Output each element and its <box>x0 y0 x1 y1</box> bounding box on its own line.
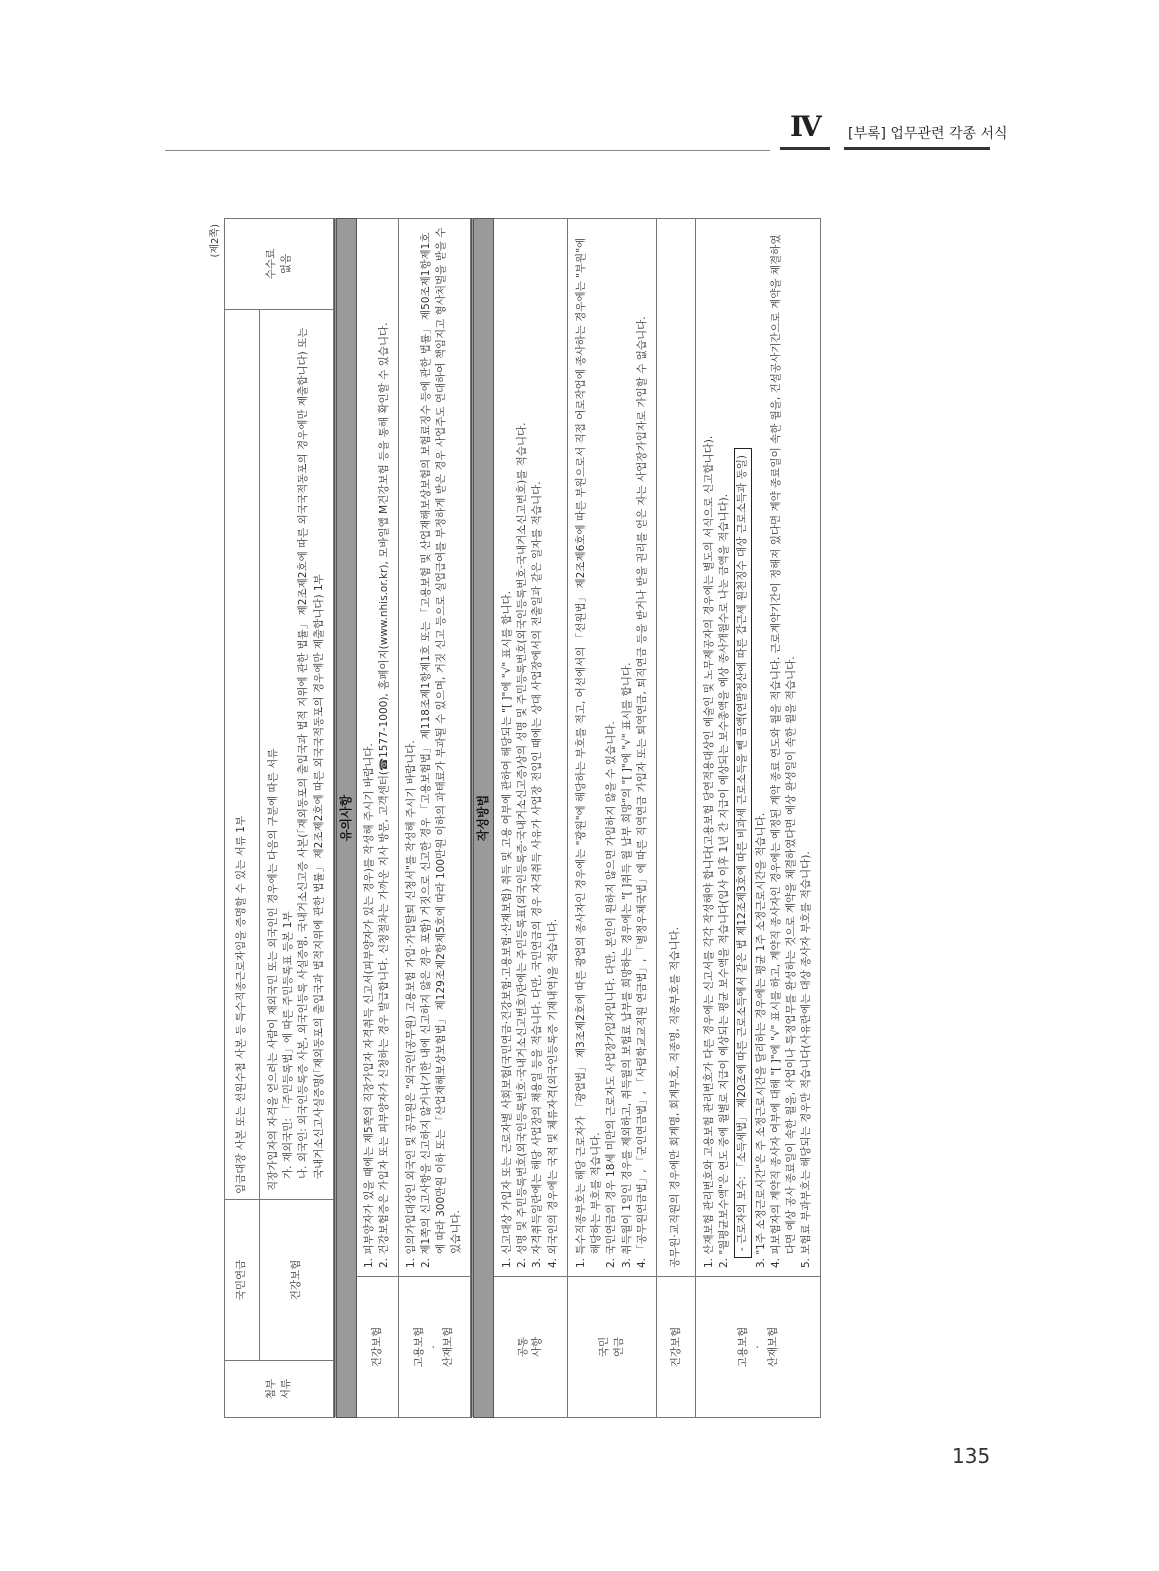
notice-item: 2. 제1쪽의 신고사항을 신고하지 않거나(기한 내에 신고하지 않은 경우 포함) 거짓으로 신고한 경우 「고용보험법」 제118조제1항제1호 또는 「고용보험 및 산업재해보상보험의 보험료징수 등에 관한 법률」 제50조제1항제1호에 따라 300만원 이하 또는 「산업재해보상보험법」 제129조제2항제5호에 따라 100만원 이하의 과태료가 부과될 수 있으며, 거짓 신고 등으로 실업급여를 부정하게 받은 경우 사업주도 연대하여 책임지고 형사처벌을 받을 수 있습니다. <box>419 227 463 1268</box>
page-number: 135 <box>952 1444 991 1468</box>
attachment-text-health <box>260 310 334 1200</box>
method-row-pension <box>567 219 656 1418</box>
method-item-health: 공무원·교직원의 경우에만 회계명, 회계부호, 직종명, 직종부호를 적습니다. <box>656 219 695 1277</box>
section-title-underline <box>844 147 990 150</box>
notice-items-employment <box>398 219 470 1277</box>
method-title: 작성방법 <box>472 219 493 1418</box>
form-page <box>210 218 964 1418</box>
method-category-common: 공통 사항 <box>493 1277 567 1418</box>
notice-item: 2. 건강보험증은 가입자 또는 피부양자가 신청하는 경우 발급합니다. 신청절차는 가까운 지사 방문, 고객센터(☎1577-1000), 홈페이지(www.nhis.or.kr), 모바일앱 M건강보험 등을 통해 확인할 수 있습니다. <box>378 322 391 1268</box>
method-category-health: 건강보험 <box>656 1277 695 1418</box>
notice-title: 유의사항 <box>335 219 356 1418</box>
method-item: 2. 국민연금의 경우 18세 미만의 근로자도 사업장가입자입니다. 다만, 본인이 원하지 않으면 가입하지 않을 수 있습니다. <box>605 721 618 1268</box>
notice-table <box>334 218 471 1418</box>
method-items-pension <box>567 219 656 1277</box>
attachment-category-pension: 국민연금 <box>225 1200 260 1361</box>
method-item: 3. 자격취득일란에는 해당 사업장의 채용일 등을 적습니다. 다만, 국민연금의 경우 자격취득 사유가 사업장 전입인 때에는 상대 사업장에서의 전출일과 같은 일자를 적습니다. <box>531 481 544 1268</box>
notice-category-employment: 고용보험 · 산재보험 <box>398 1277 470 1418</box>
fee-cell: 수수료 없음 <box>225 219 334 310</box>
notice-category-health: 건강보험 <box>357 1277 398 1418</box>
method-table <box>471 218 822 1418</box>
notice-row-health <box>357 219 398 1418</box>
method-item: 2. 성명 및 주민등록번호(외국인등록번호·국내거소신고번호)란에는 주민등록표(외국인등록증·국내거소신고증)상의 성명 및 주민등록번호(외국인등록번호·국내거소신고번호)를 적습니다. <box>516 422 529 1268</box>
method-item: 5. 보험료 부과부호는 해당되는 경우만 적습니다(사유란에는 대상 종사자 부호를 적습니다). <box>800 851 813 1268</box>
method-row-health <box>656 219 695 1418</box>
notice-item: 1. 임의가입대상인 외국인 및 공무원은 "외국인(공무원) 고용보험 가입·가입탈퇴 신청서"를 작성해 주시기 바랍니다. <box>404 740 417 1268</box>
attachment-text-pension: 임금대장 사본 또는 선원수첩 사본 등 특수직종근로자임을 증명할 수 있는 서류 1부 <box>225 310 260 1200</box>
header-rule-left <box>165 150 770 151</box>
attachment-health-line: 가. 재외국민: 「주민등록법」에 따른 주민등록표 등본 1부 <box>282 911 295 1179</box>
wage-definition-box: - 근로자의 보수: 「소득세법」 제20조에 따른 근로소득에서 같은 법 제12조제3호에 따른 비과세 근로소득을 뺀 금액(연말정산에 따른 갑근세 원천징수 대상 근로소득과 동일) <box>734 448 751 1258</box>
section-title: [부록] 업무관련 각종 서식 <box>848 126 1008 142</box>
method-item: 4. 피보험자의 계약직 종사자 여부에 대해 "[ ]"에 "√" 표시를 하고, 계약직 종사자인 경우에는 예정된 계약 종료 연도와 월을 적습니다. 근로계약기간이 정해져 있다면 계약 종료일이 속한 월을, 건설공사기간으로 계약을 체결하였다면 예상 공사 종료일이 속한 월을, 사업이나 특정업무를 완성하는 것으로 계약을 체결하였다면 예상 완성일이 속한 월을 적습니다. <box>769 234 798 1268</box>
method-items-employment <box>695 219 821 1277</box>
method-row-employment <box>695 219 821 1418</box>
notice-row-employment <box>398 219 470 1418</box>
method-item: 2. "월평균보수액"은 연도 중에 월별로 지급이 예상되는 평균 보수액을 적습니다(입사 이후 1년 간 지급이 예상되는 보수총액을 예상 종사개월수로 나눈 금액을 적습니다). <box>718 493 731 1268</box>
method-items-common <box>493 219 567 1277</box>
method-item: 3. "1주 소정근로시간"은 주 소정근로시간을 달리하는 경우에는 평균 1주 소정근로시간을 적습니다. <box>754 812 767 1268</box>
attachments-table <box>224 218 334 1418</box>
method-item: 3. 취득월이 1일인 경우를 제외하고, 취득월의 보험료 납부를 희망하는 경우에는 "[ ]취득 월 납부 희망"의 "[ ]"에 "√" 표시를 합니다. <box>620 662 633 1268</box>
attachment-row-pension <box>225 219 260 1418</box>
method-item: 1. 특수직종부호는 해당 근로자가 「광업법」 제3조제2호에 따른 광업의 종사자인 경우에는 "광원"에 해당하는 부호를 적고, 어선에서의 「선원법」 제2조제6호에 따른 부원으로서 직접 어로작업에 종사하는 경우에는 "부원"에 해당하는 부호를 적습니다. <box>574 237 603 1268</box>
rotated-form <box>210 218 964 1418</box>
method-item: 1. 신고대상 가입자 또는 근로자별 사회보험(국민연금·건강보험·고용보험·산재보험) 취득 및 고용 여부에 관하여 해당되는 "[ ]"에 "√" 표시를 합니다. <box>500 590 513 1268</box>
notice-items-health <box>357 219 398 1277</box>
chapter-roman-numeral: Ⅳ <box>790 110 821 143</box>
method-row-common <box>493 219 567 1418</box>
attachment-category-health: 건강보험 <box>260 1200 334 1361</box>
attachment-health-line: 나. 외국인: 외국인등록증 사본, 외국인등록 사실증명, 국내거소신고증 사본(「재외동포의 출입국과 법적 지위에 관한 법률」 제2조제2호에 따른 외국국적동포의 경우에만 제출합니다) 또는 국내거소신고사실증명(「재외동포의 출입국과 법적지위에 관한 법률」 제2조제2호에 따른 외국국적동포의 경우에만 제출합니다) 1부 <box>297 327 325 1179</box>
method-category-pension: 국민 연금 <box>567 1277 656 1418</box>
page-mark: (제2쪽) <box>210 224 221 258</box>
attachment-health-line: 직장가입자의 자격을 얻으려는 사람이 재외국민 또는 외국인인 경우에는 다음의 구분에 따른 서류 <box>267 748 279 1191</box>
method-item: 4. 외국인의 경우에는 국적 및 체류자격(외국인등록증 기재내역)을 적습니다. <box>546 918 559 1268</box>
method-item: 4. 「공무원연금법」, 「군인연금법」, 「사립학교교직원 연금법」, 「별정우체국법」에 따른 직역연금 가입자 또는 퇴역연금, 퇴직연금 등을 받거나 받을 권리를 얻은 자는 사업장가입자로 가입할 수 없습니다. <box>635 316 648 1268</box>
notice-item: 1. 피부양자가 있을 때에는 제5쪽의 직장가입자 자격취득 신고서(피부양자가 있는 경우)를 작성해 주시기 바랍니다. <box>363 743 376 1268</box>
method-item: 1. 산재보험 관리번호와 고용보험 관리번호가 다른 경우에는 신고서를 각각 작성해야 합니다(고용보험 당연적용대상인 예술인 및 노무제공자의 경우에는 별도의 서식으로 신고합니다). <box>702 435 715 1268</box>
method-category-employment: 고용보험 · 산재보험 <box>695 1277 821 1418</box>
attachments-label: 첨부 서류 <box>225 1361 334 1418</box>
chapter-underline <box>780 147 830 150</box>
attachment-row-health <box>260 219 334 1418</box>
